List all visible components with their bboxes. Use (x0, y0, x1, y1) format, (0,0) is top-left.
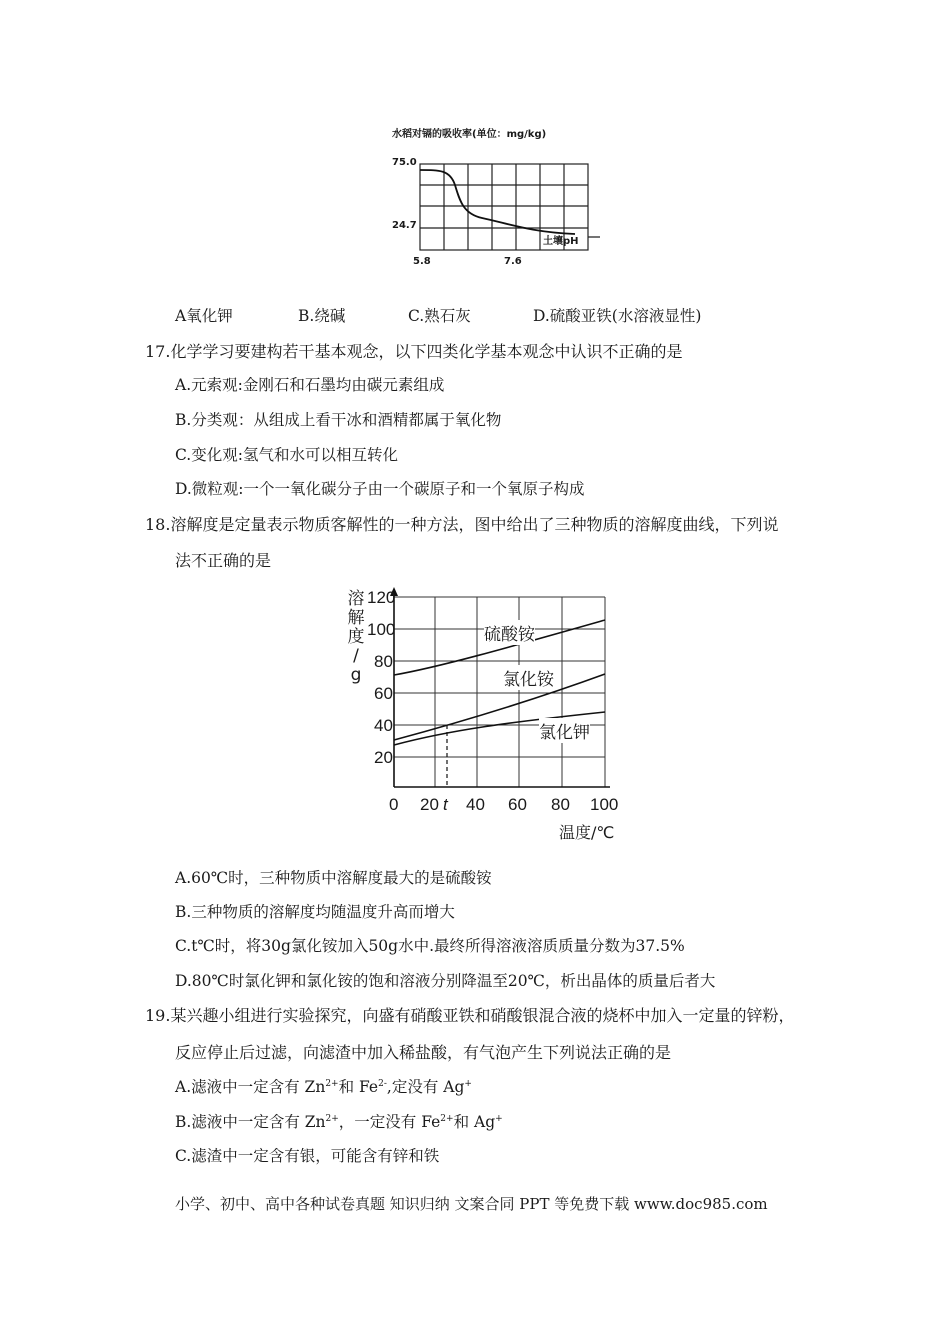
q16-option-d: D.硫酸亚铁(水溶液显性) (533, 307, 702, 325)
superscript: + (495, 1113, 503, 1124)
superscript: 2- (378, 1078, 387, 1089)
text-part: ,定没有 Ag (386, 1078, 465, 1096)
ph-x-tick: 7.6 (504, 256, 522, 267)
superscript: 2+ (440, 1113, 454, 1124)
text-part: B.滤液中一定含有 Zn (175, 1113, 326, 1131)
page-footer: 小学、初中、高中各种试卷真题 知识归纳 文案合同 PPT 等免费下载 www.doc985.com (175, 1195, 768, 1213)
q16-option-a: A氧化钾 (175, 307, 233, 325)
y-label-char: 解 (347, 608, 365, 628)
solubility-x-tick: 0 (389, 795, 399, 814)
solubility-x-tick: t (443, 795, 448, 814)
ph-x-label: 土壤pH (543, 236, 579, 247)
q18-option-c: C.t℃时，将30g氯化铵加入50g水中.最终所得溶液溶质质量分数为37.5% (175, 937, 685, 955)
ph-chart-title: 水稻对镉的吸收率(单位：mg/kg) (392, 129, 547, 140)
solubility-y-tick: 60 (374, 684, 393, 703)
q18-option-a: A.60℃时，三种物质中溶解度最大的是硫酸铵 (175, 869, 492, 887)
text-part: A.滤液中一定含有 Zn (175, 1078, 326, 1096)
solubility-y-tick: 100 (367, 620, 396, 639)
series-label-ammonium-sulfate: 硫酸铵 (484, 620, 535, 645)
solubility-y-tick: 80 (374, 652, 393, 671)
q19-option-a (175, 1075, 472, 1097)
q16-option-b: B.绕碱 (298, 307, 346, 325)
superscript: 2+ (325, 1113, 339, 1124)
solubility-x-tick: 100 (590, 795, 619, 814)
solubility-x-tick: 40 (466, 795, 485, 814)
q17-option-c: C.变化观:氢气和水可以相互转化 (175, 446, 398, 464)
text-part: 和 Fe (338, 1078, 379, 1096)
y-label-char: g (350, 665, 362, 685)
y-label-char: 溶 (347, 589, 365, 609)
y-label-char: 度 (347, 627, 365, 647)
solubility-y-tick: 40 (374, 716, 393, 735)
q18-option-d: D.80℃时氯化钾和氯化铵的饱和溶液分别降温至20℃，析出晶体的质量后者大 (175, 972, 716, 990)
q18-option-b: B.三种物质的溶解度均随温度升高而增大 (175, 903, 455, 921)
solubility-x-label: 温度/℃ (559, 823, 615, 842)
q18-stem-line2: 法不正确的是 (175, 551, 272, 570)
text-part: ，一定没有 Fe (338, 1113, 441, 1131)
superscript: 2+ (325, 1078, 339, 1089)
y-label-char: / (353, 646, 359, 666)
solubility-y-tick: 120 (367, 588, 396, 607)
q19-option-b (175, 1110, 503, 1132)
solubility-x-tick: 80 (551, 795, 570, 814)
q17-stem: 17.化学学习要建构若干基本观念，以下四类化学基本观念中认识不正确的是 (145, 342, 683, 361)
q17-option-a: A.元索观:金刚石和石墨均由碳元素组成 (175, 376, 445, 394)
q17-option-b: B.分类观：从组成上看干冰和酒精都属于氧化物 (175, 411, 502, 429)
q19-stem-line2: 反应停止后过滤，向滤渣中加入稀盐酸，有气泡产生下列说法正确的是 (175, 1043, 672, 1062)
series-label-potassium-chloride: 氯化钾 (539, 718, 590, 743)
solubility-x-tick: 20 (420, 795, 439, 814)
q17-option-d: D.微粒观:一个一氧化碳分子由一个碳原子和一个氧原子构成 (175, 480, 585, 498)
text-part: 和 Ag (453, 1113, 496, 1131)
q18-stem-line1: 18.溶解度是定量表示物质客解性的一种方法，图中给出了三种物质的溶解度曲线，下列说 (145, 515, 779, 534)
q16-option-c: C.熟石灰 (408, 307, 471, 325)
q19-stem-line1: 19.某兴趣小组进行实验探究，向盛有硝酸亚铁和硝酸银混合液的烧杯中加入一定量的锌粉， (145, 1006, 795, 1025)
solubility-chart (360, 585, 630, 800)
superscript: + (464, 1078, 472, 1089)
ph-x-tick: 5.8 (413, 256, 431, 267)
solubility-y-tick: 20 (374, 748, 393, 767)
solubility-x-tick: 60 (508, 795, 527, 814)
ph-y-tick: 24.7 (392, 220, 417, 231)
absorption-curve (420, 170, 575, 234)
series-label-ammonium-chloride: 氯化铵 (503, 665, 554, 690)
q19-option-c: C.滤渣中一定含有银，可能含有锌和铁 (175, 1147, 440, 1165)
ph-y-tick: 75.0 (392, 157, 417, 168)
